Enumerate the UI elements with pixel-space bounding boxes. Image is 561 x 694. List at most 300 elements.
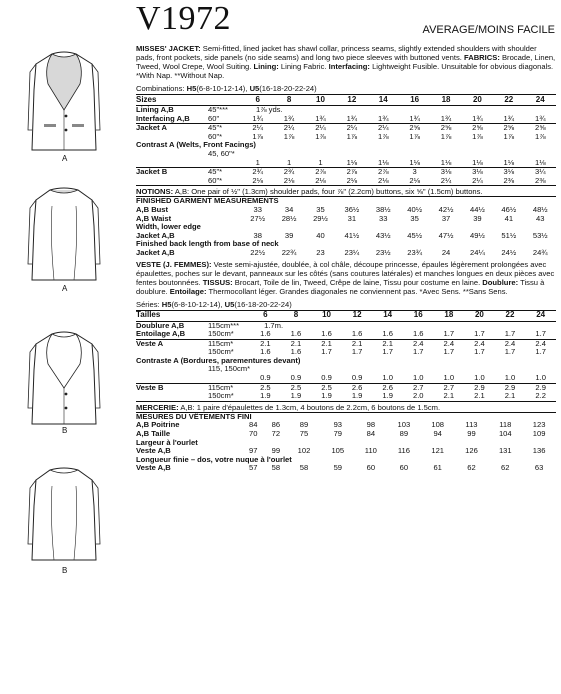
table-cell xyxy=(136,365,206,374)
table-cell: 99 xyxy=(467,429,476,439)
table-cell: 57 xyxy=(249,463,258,473)
english-measurements-table xyxy=(136,196,556,257)
table-cell: Jacket A,B xyxy=(136,230,175,240)
table-cell: Largeur à l'ourlet xyxy=(136,437,198,447)
table-cell: 150cm* xyxy=(208,391,234,401)
table-cell: 2¾ xyxy=(242,168,273,177)
table-cell: 14 xyxy=(372,310,403,321)
table-cell: 2.9 xyxy=(495,383,526,392)
desc-title: MISSES' JACKET: xyxy=(136,44,201,53)
table-cell: 1.0 xyxy=(382,373,393,383)
table-cell: 1⅞ xyxy=(283,131,295,141)
table-cell: 35 xyxy=(410,213,419,223)
table-cell: Entoilage A,B xyxy=(136,329,186,339)
table-cell xyxy=(206,206,242,215)
table-cell: Contrast A (Welts, Front Facings) xyxy=(136,140,256,150)
table-cell: Width, lower edge xyxy=(136,222,201,232)
table-cell: 89 xyxy=(399,429,409,439)
table-row xyxy=(136,141,556,150)
table-cell: 2.4 xyxy=(495,339,526,348)
table-cell: 49½ xyxy=(470,230,485,240)
desc-body: Veste semi-ajustée, doublée, à col châle, découpe princesse, épaules légèrement prolongées avec épaulettes, poches sur le devant, panneaux sur les côtés (sans coutures latérales) et manches longues en deux pièces avec fentes boutonnées. xyxy=(136,259,555,287)
illustration-sidebar xyxy=(0,0,128,694)
table-cell: 23¾ xyxy=(407,247,423,257)
table-cell: 3⅛ xyxy=(462,168,493,177)
table-cell: Longueur finie – dos, votre nuque à l'ourlet xyxy=(136,454,292,464)
table-cell: 2.1 xyxy=(311,339,342,348)
table-cell: 40½ xyxy=(407,204,423,214)
table-cell: Contraste A (Bordures, parementures devant) xyxy=(136,355,301,365)
table-cell: 1⅛ xyxy=(503,157,515,167)
doublure-body: Tissu à doublure. xyxy=(136,277,545,296)
table-cell: 18 xyxy=(434,310,465,321)
table-cell: 89 xyxy=(299,420,309,430)
table-cell xyxy=(136,150,206,159)
table-cell: 2.0 xyxy=(412,391,424,401)
entoilage-label: Entoilage: xyxy=(169,286,207,296)
table-row xyxy=(136,456,556,465)
table-cell: Interfacing A,B xyxy=(136,113,190,123)
table-cell: 1¾ xyxy=(346,113,358,123)
table-cell: 16 xyxy=(403,310,434,321)
table-cell: 2⅛ xyxy=(409,175,420,185)
table-row xyxy=(136,339,556,348)
table-cell: 1¾ xyxy=(283,113,295,123)
pattern-number: V1972 xyxy=(136,0,232,37)
lining-body: Lining Fabric. xyxy=(278,62,329,71)
table-cell: 3¼ xyxy=(525,168,556,177)
table-cell: 1⅞ xyxy=(346,131,358,141)
table-cell: 58 xyxy=(271,463,281,473)
table-cell: 1¾ xyxy=(409,113,420,123)
table-cell: 22¾ xyxy=(281,247,297,257)
table-cell: 1.0 xyxy=(412,373,424,383)
tissus-label: TISSUS: xyxy=(202,277,233,287)
mercerie xyxy=(136,401,556,412)
table-row xyxy=(136,124,556,133)
table-cell: 1⅞ xyxy=(534,131,546,141)
table-cell: 2.4 xyxy=(464,339,495,348)
difficulty-level: AVERAGE/MOINS FACILE xyxy=(422,24,555,36)
english-yardage-table xyxy=(136,94,556,185)
table-cell: 10 xyxy=(311,310,342,321)
table-row xyxy=(136,168,556,177)
table-row xyxy=(136,115,556,124)
table-cell: 72 xyxy=(271,429,281,439)
table-cell: 0.9 xyxy=(321,373,332,383)
combo-h5-sizes: (6-8-10-12-14), xyxy=(196,84,250,93)
table-cell xyxy=(206,95,242,106)
table-cell: 2¼ xyxy=(472,175,483,185)
table-cell: 1.7 xyxy=(535,329,546,339)
table-cell: 2.1 xyxy=(504,391,516,401)
table-cell: 1.6 xyxy=(382,329,393,339)
table-row xyxy=(136,412,556,421)
view-label: B xyxy=(62,566,68,575)
table-cell: 2⅞ xyxy=(336,168,367,177)
table-row xyxy=(136,392,556,401)
table-cell: 35 xyxy=(316,204,325,214)
table-row xyxy=(136,430,556,439)
table-cell xyxy=(206,249,242,258)
table-cell: 2.6 xyxy=(372,383,403,392)
lining-label: Lining: xyxy=(253,62,279,71)
table-cell: 1.7 xyxy=(321,347,332,357)
table-cell: 2⅞ xyxy=(305,168,336,177)
table-cell: 2.9 xyxy=(525,383,556,392)
table-cell: 1.9 xyxy=(260,391,271,401)
table-row xyxy=(136,464,556,473)
table-cell: 1.9 xyxy=(351,391,363,401)
table-cell: 22 xyxy=(495,310,526,321)
table-cell: 2⅝ xyxy=(493,124,524,133)
table-cell: 1⅞ xyxy=(472,131,483,141)
table-cell: 24 xyxy=(525,95,556,106)
table-cell: 1⅞ xyxy=(409,131,420,141)
table-cell: 2.7 xyxy=(403,383,434,392)
table-cell: A,B Bust xyxy=(136,204,169,214)
table-cell: 0.9 xyxy=(351,373,363,383)
combo-prefix: Combinations: xyxy=(136,84,187,93)
table-cell: 1.9 xyxy=(321,391,332,401)
table-cell xyxy=(206,464,242,473)
table-cell: 1⅛ xyxy=(346,157,358,167)
table-cell: 123 xyxy=(532,420,546,430)
table-row xyxy=(136,249,556,258)
table-cell: 38 xyxy=(253,230,262,240)
table-cell: 22½ xyxy=(250,247,266,257)
table-cell: Finished back length from base of neck xyxy=(136,239,279,249)
table-cell xyxy=(206,421,242,430)
table-cell: Tailles xyxy=(136,310,206,321)
table-cell: Jacket B xyxy=(136,168,206,177)
combinations xyxy=(136,84,556,93)
table-cell: 1.7 xyxy=(412,347,424,357)
table-cell: 34 xyxy=(284,204,294,214)
table-cell: 115cm* xyxy=(206,339,250,348)
table-cell: 1⅛ xyxy=(472,157,483,167)
table-cell: 1.0 xyxy=(535,373,546,383)
table-cell: 75 xyxy=(299,429,309,439)
table-cell: 6 xyxy=(250,310,281,321)
table-cell: 1.6 xyxy=(321,329,332,339)
table-row xyxy=(136,310,556,321)
table-cell xyxy=(136,392,206,401)
table-cell: A,B Waist xyxy=(136,213,172,223)
table-cell: 47½ xyxy=(438,230,454,240)
series-h5: H5 xyxy=(161,299,172,309)
table-cell: 37 xyxy=(441,213,451,223)
table-cell: 23 xyxy=(316,247,325,257)
table-cell: 115cm* xyxy=(206,383,250,392)
view-label: A xyxy=(62,154,68,163)
table-cell: 36½ xyxy=(344,204,360,214)
table-cell: 2.2 xyxy=(535,391,546,401)
table-cell: 1¾ xyxy=(315,113,326,123)
table-cell: 59 xyxy=(333,463,343,473)
table-cell: 1⅞ xyxy=(377,131,389,141)
jacket-a-front-illustration xyxy=(22,50,106,158)
table-cell: 46½ xyxy=(501,204,517,214)
table-cell: 102 xyxy=(297,446,311,456)
table-cell: 1.6 xyxy=(290,347,302,357)
table-cell: 62 xyxy=(501,463,510,473)
table-cell: 1.7m. xyxy=(264,320,284,330)
table-cell: Doublure A,B xyxy=(136,320,185,330)
table-cell: 105 xyxy=(331,446,345,456)
french-measurements-table xyxy=(136,412,556,473)
table-cell: A,B Taille xyxy=(136,429,171,439)
table-cell: 1¾ xyxy=(534,113,546,123)
table-cell: 1¾ xyxy=(252,113,263,123)
table-cell: 16 xyxy=(399,95,430,106)
table-cell: 121 xyxy=(431,446,445,456)
table-cell: 60"* xyxy=(208,175,223,185)
table-cell: 2¼ xyxy=(368,124,399,133)
french-description xyxy=(136,260,556,296)
table-row xyxy=(136,383,556,392)
table-cell: 27½ xyxy=(250,213,266,223)
table-cell: 23¼ xyxy=(344,247,360,257)
table-cell: 2⅜ xyxy=(534,175,546,185)
table-cell: 1.6 xyxy=(290,329,302,339)
table-cell: 1¾ xyxy=(440,113,452,123)
table-cell: 1.7 xyxy=(504,329,516,339)
table-row xyxy=(136,439,556,448)
table-cell: 0.9 xyxy=(260,373,271,383)
table-row xyxy=(136,330,556,339)
table-cell: 3⅛ xyxy=(430,168,461,177)
table-cell: 38½ xyxy=(375,204,391,214)
table-cell: 42½ xyxy=(438,204,454,214)
table-cell: 45½ xyxy=(407,230,423,240)
table-cell: 2.1 xyxy=(372,339,403,348)
combo-h5: H5 xyxy=(186,84,197,93)
table-cell: 33 xyxy=(253,204,262,214)
table-cell: 1.7 xyxy=(474,329,485,339)
table-cell xyxy=(206,430,242,439)
table-cell: 2⅛ xyxy=(252,175,263,185)
table-cell: 3 xyxy=(399,168,430,177)
table-cell: 2¾ xyxy=(273,168,304,177)
fabrics-body: Brocade, Linen, Tweed, Wool Crepe, Wool Suiting. xyxy=(136,53,556,71)
table-cell: 41½ xyxy=(344,230,360,240)
table-cell: 1.6 xyxy=(412,329,424,339)
table-cell: 43½ xyxy=(375,230,391,240)
table-cell: 22 xyxy=(493,95,524,106)
table-cell: 29½ xyxy=(313,213,328,223)
jacket-b-back-illustration xyxy=(22,466,106,566)
table-cell: 2¼ xyxy=(440,175,452,185)
table-cell: 1¾ xyxy=(377,113,389,123)
table-cell: 93 xyxy=(333,420,343,430)
table-row xyxy=(136,321,556,330)
table-cell: 1⅞ yds. xyxy=(256,105,283,114)
table-cell: 60 xyxy=(366,463,376,473)
table-cell: 8 xyxy=(273,95,304,106)
view-label: A xyxy=(62,284,68,293)
table-cell: 45, 60"* xyxy=(208,148,235,158)
table-cell: 44½ xyxy=(470,204,485,214)
view-label: B xyxy=(62,426,68,435)
table-cell: 28½ xyxy=(281,213,297,223)
table-row xyxy=(136,95,556,106)
table-cell: 20 xyxy=(462,95,493,106)
table-cell: 108 xyxy=(431,420,445,430)
table-cell: 58 xyxy=(299,463,309,473)
table-cell: 1 xyxy=(255,157,260,167)
table-cell: 115, 150cm* xyxy=(208,364,251,374)
table-cell: 1¾ xyxy=(503,113,515,123)
table-cell: 53½ xyxy=(532,230,548,240)
table-cell: 62 xyxy=(467,463,476,473)
table-row xyxy=(136,106,556,115)
table-cell: 136 xyxy=(532,446,546,456)
table-cell: 2¼ xyxy=(273,124,304,133)
desc-title: VESTE (J. FEMMES): xyxy=(136,259,212,269)
series-u5-sizes: (16-18-20-22-24) xyxy=(234,299,292,309)
table-cell: 84 xyxy=(366,429,376,439)
desc-body: Semi-fitted, lined jacket has shawl collar, princess seams, slightly extended shoulders with shoulder pads, front pockets, side panels (no side seams) and long two piece sleeves with buttoned vents. xyxy=(136,44,537,62)
table-cell: 2¼ xyxy=(242,124,273,133)
table-cell: 1⅞ xyxy=(315,131,326,141)
table-cell: 2.7 xyxy=(434,383,465,392)
table-row xyxy=(136,177,556,186)
table-cell: 39 xyxy=(284,230,294,240)
table-cell: Jacket A,B xyxy=(136,247,175,257)
english-description xyxy=(136,44,556,80)
table-cell: 45"* xyxy=(206,124,242,133)
table-cell: 118 xyxy=(499,420,512,430)
series-u5: U5 xyxy=(224,299,235,309)
tissus-body: Brocart, Toile de lin, Tweed, Crêpe de laine, Tissu pour costume en laine. xyxy=(232,277,483,287)
table-cell: Veste B xyxy=(136,383,206,392)
table-cell: 24 xyxy=(525,310,556,321)
table-cell: 113 xyxy=(465,420,478,430)
table-cell: 45"*** xyxy=(208,105,229,114)
table-cell: 150cm* xyxy=(208,347,234,357)
table-row xyxy=(136,150,556,159)
mercerie-label: MERCERIE: xyxy=(136,402,179,412)
table-cell: 2⅝ xyxy=(399,124,430,133)
table-cell: 109 xyxy=(532,429,546,439)
table-cell xyxy=(136,177,206,186)
table-cell: 2.9 xyxy=(464,383,495,392)
table-cell: 40 xyxy=(316,230,325,240)
table-cell: 1.0 xyxy=(443,373,455,383)
table-cell: 2.4 xyxy=(403,339,434,348)
table-cell: 51½ xyxy=(501,230,517,240)
table-cell: 79 xyxy=(333,429,343,439)
table-cell: 24¾ xyxy=(532,247,548,257)
table-cell: 1.0 xyxy=(504,373,516,383)
table-cell: 45"* xyxy=(206,168,242,177)
table-cell: 1⅞ xyxy=(252,131,263,141)
table-cell: 2.4 xyxy=(434,339,465,348)
notions xyxy=(136,185,556,196)
table-cell: 94 xyxy=(433,429,442,439)
table-cell: 1 xyxy=(318,157,323,167)
table-cell: 2.1 xyxy=(250,339,281,348)
table-cell: 0.9 xyxy=(290,373,302,383)
table-row xyxy=(136,206,556,215)
table-cell: 1.9 xyxy=(382,391,393,401)
series-h5-sizes: (6-8-10-12-14), xyxy=(171,299,225,309)
table-cell: Lining A,B xyxy=(136,105,174,114)
table-cell: 2.1 xyxy=(281,339,312,348)
table-cell: 2¼ xyxy=(305,124,336,133)
table-row xyxy=(136,357,556,366)
table-cell: 115cm*** xyxy=(208,320,240,330)
table-cell: 8 xyxy=(281,310,312,321)
table-cell: 110 xyxy=(364,446,377,456)
table-cell: 2⅛ xyxy=(377,175,389,185)
mercerie-body: A,B: 1 paire d'épaulettes de 1.3cm, 4 boutons de 2.2cm, 6 boutons de 1.5cm. xyxy=(178,402,441,412)
notions-label: NOTIONS: xyxy=(136,187,174,197)
table-cell: 60"* xyxy=(208,131,223,141)
table-cell xyxy=(206,215,242,224)
table-cell: 43 xyxy=(536,213,545,223)
table-cell: 24½ xyxy=(501,247,517,257)
table-cell: 3⅛ xyxy=(493,168,524,177)
table-cell: 2⅝ xyxy=(462,124,493,133)
table-cell: 39 xyxy=(473,213,482,223)
table-cell xyxy=(206,374,250,383)
table-cell: 10 xyxy=(305,95,336,106)
table-cell: 18 xyxy=(430,95,461,106)
table-cell: 60" xyxy=(208,113,220,123)
table-cell: 48½ xyxy=(532,204,548,214)
table-row xyxy=(136,374,556,383)
table-cell: 6 xyxy=(242,95,273,106)
table-cell: Veste A,B xyxy=(136,446,171,456)
doublure-label: Doublure: xyxy=(482,277,519,287)
table-cell: 31 xyxy=(347,213,357,223)
table-cell: Sizes xyxy=(136,95,206,106)
table-cell: 2⅝ xyxy=(430,124,461,133)
table-cell: 33 xyxy=(379,213,388,223)
table-cell: 2⅛ xyxy=(346,175,358,185)
table-cell: 2.5 xyxy=(311,383,342,392)
table-cell: 1⅛ xyxy=(534,157,546,167)
table-cell: 1⅞ xyxy=(440,131,452,141)
table-cell: 2⅞ xyxy=(368,168,399,177)
table-cell: 20 xyxy=(464,310,495,321)
table-cell: 1.7 xyxy=(535,347,546,357)
table-cell: Jacket A xyxy=(136,124,206,133)
table-cell: 1.6 xyxy=(260,329,271,339)
table-cell: 60 xyxy=(399,463,409,473)
table-cell: 1.6 xyxy=(260,347,271,357)
table-cell: 104 xyxy=(498,429,512,439)
notions-body: A,B: One pair of ½" (1.3cm) shoulder pads, four ⅞" (2.2cm) buttons, six ⅝" (1.5cm) buttons. xyxy=(173,187,483,197)
table-cell: A,B Poitrine xyxy=(136,420,180,430)
jacket-b-front-illustration xyxy=(22,330,106,430)
table-cell xyxy=(136,374,206,383)
table-cell xyxy=(206,310,250,321)
table-cell: 1⅛ xyxy=(440,157,452,167)
table-cell: 14 xyxy=(368,95,399,106)
table-cell: 98 xyxy=(366,420,376,430)
table-cell: 2.4 xyxy=(525,339,556,348)
table-cell: 116 xyxy=(397,446,410,456)
combo-u5: U5 xyxy=(249,84,260,93)
jacket-a-back-illustration xyxy=(22,186,106,286)
table-cell: MESURES DU VÊTEMENTS FINI xyxy=(136,412,556,421)
table-cell: FINISHED GARMENT MEASUREMENTS xyxy=(136,197,556,206)
table-cell: 86 xyxy=(271,420,281,430)
table-cell: 103 xyxy=(397,420,411,430)
